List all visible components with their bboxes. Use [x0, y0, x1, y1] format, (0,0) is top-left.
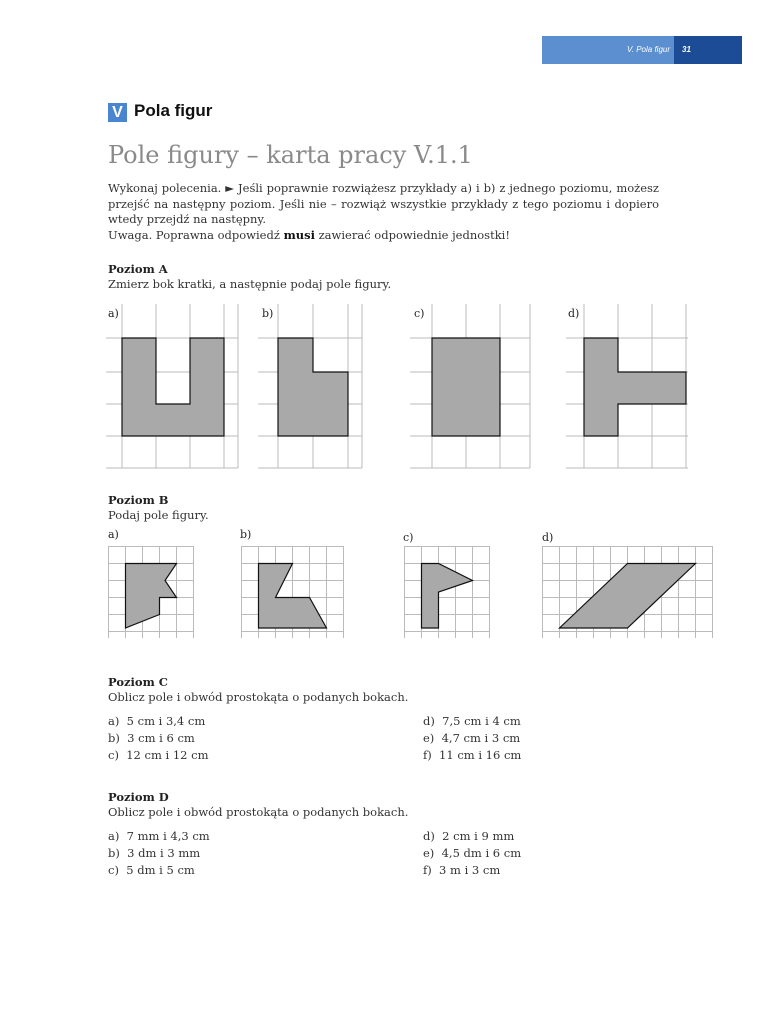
level-b-label-d: d): [542, 531, 554, 544]
level-a-figure-a: [106, 304, 240, 470]
level-a-figure-d: [566, 304, 690, 470]
level-a-label-d: d): [568, 307, 580, 320]
level-d-item-d: d) 2 cm i 9 mm: [423, 829, 515, 843]
level-a-label-c: c): [414, 307, 425, 320]
intro-instructions: Wykonaj polecenia. ► Jeśli poprawnie rozwiążesz przykłady a) i b) z jednego poziomu, możesz przejść na następny poziom. Jeśli nie – rozwiąż wszystkie przykłady z tego poziomu i dopiero wtedy przejdź na następny.: [108, 181, 659, 226]
level-b-figure-b: [241, 546, 345, 640]
shape-irregular-c: [422, 564, 473, 629]
chapter-badge: V: [108, 103, 127, 122]
level-d-item-b: b) 3 dm i 3 mm: [108, 846, 201, 860]
chapter-title: Pola figur: [134, 101, 213, 120]
level-b-figure-c: [404, 546, 492, 640]
level-a-label-a: a): [108, 307, 119, 320]
header-page-number-box: [674, 36, 742, 64]
level-b-instruction: Podaj pole figury.: [108, 508, 209, 522]
intro-note: [108, 228, 659, 244]
page-title: Pole figury – karta pracy V.1.1: [108, 141, 473, 169]
shape-t: [584, 338, 686, 436]
intro-note-end: zawierać odpowiednie jednostki!: [314, 227, 510, 242]
level-d-instruction: Oblicz pole i obwód prostokąta o podanych bokach.: [108, 805, 409, 819]
intro-note-start: Uwaga. Poprawna odpowiedź: [108, 227, 284, 242]
intro-text: [108, 181, 659, 243]
level-c-item-f: f) 11 cm i 16 cm: [423, 748, 522, 762]
level-d-item-a: a) 7 mm i 4,3 cm: [108, 829, 210, 843]
level-b-label-c: c): [403, 531, 414, 544]
level-c-item-d: d) 7,5 cm i 4 cm: [423, 714, 521, 728]
level-a-label-b: b): [262, 307, 274, 320]
level-d-item-e: e) 4,5 dm i 6 cm: [423, 846, 522, 860]
level-d-list-right: [423, 829, 521, 880]
level-b-figure-a: [108, 546, 196, 640]
level-a-figure-b: [258, 304, 364, 470]
level-b-title: Poziom B: [108, 493, 169, 507]
shape-rectangle: [432, 338, 500, 436]
level-a-figure-c: [410, 304, 532, 470]
intro-note-bold: musi: [283, 227, 315, 242]
shape-parallelogram: [560, 564, 696, 629]
shape-l: [278, 338, 348, 436]
level-c-item-a: a) 5 cm i 3,4 cm: [108, 714, 206, 728]
level-b-label-b: b): [240, 528, 252, 541]
level-c-list-right: [423, 714, 521, 765]
header-section-label: V. Pola figur: [627, 45, 670, 54]
level-c-list-left: [108, 714, 209, 765]
level-c-title: Poziom C: [108, 675, 168, 689]
level-a-instruction: Zmierz bok kratki, a następnie podaj pole figury.: [108, 277, 392, 291]
level-c-instruction: Oblicz pole i obwód prostokąta o podanych bokach.: [108, 690, 409, 704]
level-b-label-a: a): [108, 528, 119, 541]
level-c-item-c: c) 12 cm i 12 cm: [108, 748, 209, 762]
level-c-item-b: b) 3 cm i 6 cm: [108, 731, 195, 745]
shape-u: [122, 338, 224, 436]
page-number: 31: [682, 45, 691, 54]
level-d-list-left: [108, 829, 210, 880]
level-a-title: Poziom A: [108, 262, 168, 276]
level-d-item-f: f) 3 m i 3 cm: [423, 863, 501, 877]
level-d-item-c: c) 5 dm i 5 cm: [108, 863, 195, 877]
level-c-item-e: e) 4,7 cm i 3 cm: [423, 731, 521, 745]
level-b-figure-d: [542, 546, 716, 640]
shape-irregular-a: [126, 564, 177, 629]
level-d-title: Poziom D: [108, 790, 169, 804]
